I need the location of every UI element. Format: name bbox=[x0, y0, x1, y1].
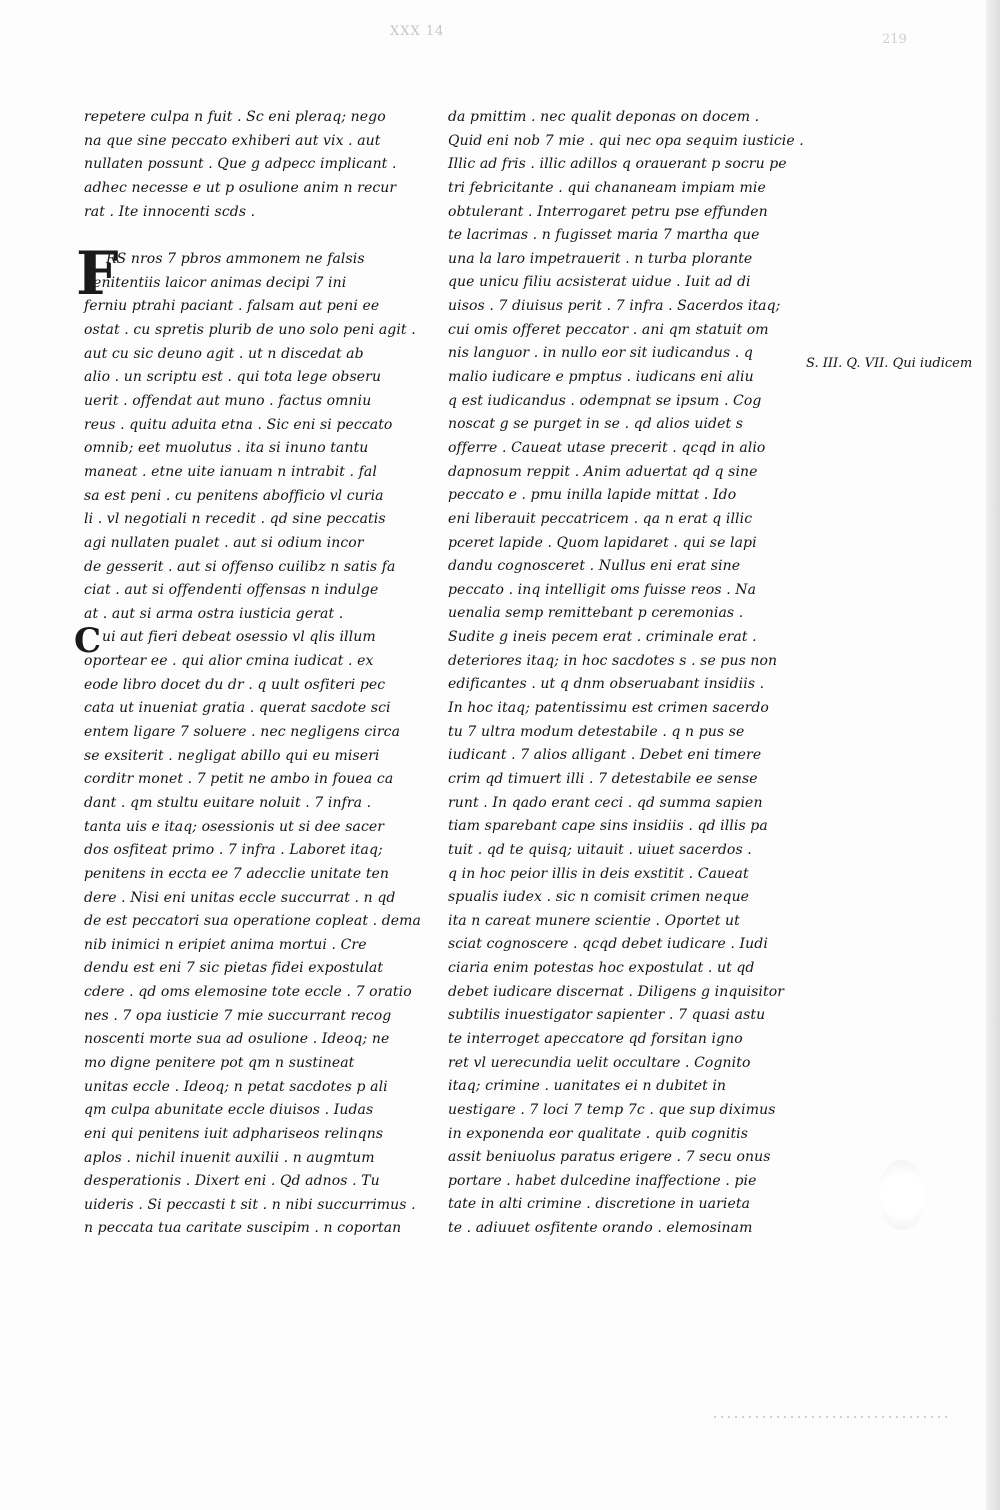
text-line: nes . 7 opa iusticie 7 mie succurrant recog bbox=[84, 1007, 392, 1024]
text-line: qm culpa abunitate eccle diuisos . Iudas bbox=[84, 1102, 374, 1119]
text-line: malio iudicare e pmptus . iudicans eni aliu bbox=[448, 369, 754, 386]
text-line: mo digne penitere pot qm n sustineat bbox=[84, 1054, 355, 1071]
text-line: cdere . qd oms elemosine tote eccle . 7 oratio bbox=[84, 984, 412, 1001]
text-line: maneat . etne uite ianuam n intrabit . fal bbox=[84, 463, 377, 480]
text-line: li . vl negotiali n recedit . qd sine peccatis bbox=[84, 511, 386, 528]
text-line: portare . habet dulcedine inaffectione . pie bbox=[448, 1172, 757, 1189]
text-line: Illic ad fris . illic adillos q orauerant p socru pe bbox=[448, 156, 787, 173]
text-line: da pmittim . nec qualit deponas on docem . bbox=[448, 109, 760, 125]
text-line: iudicant . 7 alios alligant . Debet eni timere bbox=[448, 747, 762, 764]
text-line: agi nullaten pualet . aut si odium incor bbox=[84, 534, 364, 551]
text-line: pceret lapide . Quom lapidaret . qui se lapi bbox=[448, 534, 757, 551]
text-line: penitentiis laicor animas decipi 7 ini bbox=[84, 274, 347, 291]
text-line: dant . qm stultu euitare noluit . 7 infra . bbox=[84, 794, 372, 811]
paper-stain bbox=[878, 1160, 926, 1230]
text-line: ciaria enim potestas hoc expostulat . ut qd bbox=[448, 960, 755, 977]
text-line: in exponenda eor qualitate . quib cognitis bbox=[448, 1125, 749, 1142]
page-edge-shadow bbox=[986, 0, 1000, 1510]
initial-f-line-text: RS nros 7 pbros ammonem ne falsis bbox=[106, 251, 365, 268]
text-line: alio . un scriptu est . qui tota lege obseru bbox=[84, 369, 382, 386]
text-line: uenalia semp remittebant p ceremonias . bbox=[448, 605, 744, 622]
text-line: In hoc itaq; patentissimu est crimen sacerdo bbox=[448, 700, 769, 717]
text-line: tu 7 ultra modum detestabile . q n pus se bbox=[448, 723, 745, 740]
text-line: rat . Ite innocenti scds . bbox=[84, 203, 256, 220]
text-line: te interroget apeccatore qd forsitan igno bbox=[448, 1030, 743, 1047]
text-line: omnib; eet muolutus . ita si inuno tantu bbox=[84, 440, 369, 457]
text-line: de gesserit . aut si offenso cuilibz n satis fa bbox=[84, 558, 396, 575]
left-text-column bbox=[74, 106, 421, 1241]
text-line: ita n careat munere scientie . Oportet ut bbox=[448, 912, 740, 929]
folio-mark: XXX 14 bbox=[390, 24, 445, 39]
text-line: crim qd timuert illi . 7 detestabile ee sense bbox=[448, 770, 758, 787]
text-line: adhec necesse e ut p osulione anim n recur bbox=[84, 179, 397, 196]
text-line: peccato . inq intelligit oms fuisse reos . Na bbox=[448, 581, 757, 598]
text-line: tuit . qd te quisq; uitauit . uiuet sacerdos . bbox=[448, 841, 752, 858]
text-line: tate in alti crimine . discretione in uarieta bbox=[448, 1196, 751, 1213]
left-paragraph-3 bbox=[84, 650, 421, 1241]
text-line: uideris . Si peccasti t sit . n nibi succurrimus . bbox=[84, 1196, 416, 1213]
text-line: ciat . aut si offendenti offensas n indulge bbox=[84, 582, 379, 599]
left-paragraph-2 bbox=[84, 272, 414, 627]
decorated-initial-f: F bbox=[76, 239, 119, 310]
text-line: Quid eni nob 7 mie . qui nec opa sequim iusticie . bbox=[448, 132, 804, 149]
text-line: uestigare . 7 loci 7 temp 7c . que sup diximus bbox=[448, 1101, 776, 1118]
decorated-initial-c: C bbox=[74, 621, 102, 662]
text-line: tanta uis e itaq; osessionis ut si dee sacer bbox=[84, 818, 385, 835]
text-line: entem ligare 7 soluere . nec negligens circa bbox=[84, 724, 401, 741]
text-line: ret vl uerecundia uelit occultare . Cognito bbox=[448, 1054, 751, 1071]
text-line: debet iudicare discernat . Diligens g inquisitor bbox=[448, 983, 785, 1000]
text-line: ferniu ptrahi paciant . falsam aut peni ee bbox=[84, 298, 380, 315]
text-line: peccato e . pmu inilla lapide mittat . Ido bbox=[448, 487, 737, 504]
text-line: offerre . Caueat utase precerit . qcqd in alio bbox=[448, 439, 766, 456]
text-line: obtulerant . Interrogaret petru pse effunden bbox=[448, 203, 768, 220]
text-line: na que sine peccato exhiberi aut vix . aut bbox=[84, 132, 381, 149]
text-line: eode libro docet du dr . q uult osfiteri pec bbox=[84, 676, 386, 693]
text-line: nullaten possunt . Que g adpecc implicant . bbox=[84, 156, 397, 173]
text-line: repetere culpa n fuit . Sc eni pleraq; nego bbox=[84, 109, 386, 125]
text-line: una la laro impetrauerit . n turba plorante bbox=[448, 250, 753, 267]
text-line: edificantes . ut q dnm obseruabant insidiis . bbox=[448, 676, 765, 693]
text-line: desperationis . Dixert eni . Qd adnos . Tu bbox=[84, 1173, 380, 1190]
text-line: Sudite g ineis pecem erat . criminale erat . bbox=[448, 629, 757, 646]
text-line: tiam sparebant cape sins insidiis . qd illis pa bbox=[448, 818, 768, 835]
text-line: runt . In qado erant ceci . qd summa sapien bbox=[448, 794, 763, 811]
text-line: spualis iudex . sic n comisit crimen neque bbox=[448, 889, 750, 906]
text-line: nib inimici n eripiet anima mortui . Cre bbox=[84, 936, 367, 953]
paragraph-gap bbox=[84, 224, 414, 248]
text-line: subtilis inuestigator sapienter . 7 quasi astu bbox=[448, 1007, 766, 1024]
text-line: dapnosum reppit . Anim aduertat qd q sine bbox=[448, 463, 758, 480]
right-text-column bbox=[448, 106, 804, 1241]
text-line: noscenti morte sua ad osulione . Ideoq; ne bbox=[84, 1031, 390, 1048]
text-line: sa est peni . cu penitens abofficio vl curia bbox=[84, 487, 384, 504]
text-line: corditr monet . 7 petit ne ambo in fouea ca bbox=[84, 771, 394, 788]
text-line: dendu est eni 7 sic pietas fidei expostulat bbox=[84, 960, 384, 977]
text-line: sciat cognoscere . qcqd debet iudicare . Iudi bbox=[448, 936, 768, 953]
page-number: 219 bbox=[882, 32, 907, 47]
text-line: at . aut si arma ostra iusticia gerat . bbox=[84, 605, 344, 622]
text-line: dere . Nisi eni unitas eccle succurrat . n qd bbox=[84, 889, 396, 906]
text-line: deteriores itaq; in hoc sacdotes s . se pus non bbox=[448, 652, 778, 669]
text-line: dandu cognosceret . Nullus eni erat sine bbox=[448, 558, 741, 575]
text-line: que unicu filiu acsisterat uidue . Iuit ad di bbox=[448, 274, 751, 291]
text-line: uerit . offendat aut muno . factus omniu bbox=[84, 393, 372, 410]
text-line: reus . quitu aduita etna . Sic eni si peccato bbox=[84, 416, 393, 433]
text-line: q in hoc peior illis in deis exstitit . Caueat bbox=[448, 865, 749, 882]
text-line: tri febricitante . qui chananeam impiam mie bbox=[448, 179, 766, 196]
text-line: eni qui penitens iuit adphariseos relinqns bbox=[84, 1125, 384, 1142]
text-line: uisos . 7 diuisus perit . 7 infra . Sacerdos itaq; bbox=[448, 298, 781, 315]
text-line: n peccata tua caritate suscipim . n coportan bbox=[84, 1220, 402, 1237]
text-line: cata ut inueniat gratia . querat sacdote sci bbox=[84, 700, 391, 717]
text-line: cui omis offeret peccator . ani qm statuit om bbox=[448, 321, 769, 338]
left-paragraph-1 bbox=[84, 106, 414, 224]
text-line: penitens in eccta ee 7 adecclie unitate ten bbox=[84, 865, 390, 882]
text-line: q est iudicandus . odempnat se ipsum . Cog bbox=[448, 392, 762, 409]
text-line: dos osfiteat primo . 7 infra . Laboret itaq; bbox=[84, 842, 383, 859]
text-line: unitas eccle . Ideoq; n petat sacdotes p ali bbox=[84, 1078, 388, 1095]
text-line: assit beniuolus paratus erigere . 7 secu onus bbox=[448, 1149, 771, 1166]
text-line: te . adiuuet osfitente orando . elemosinam bbox=[448, 1220, 753, 1237]
text-line: te lacrimas . n fugisset maria 7 martha que bbox=[448, 227, 760, 244]
text-line: noscat g se purget in se . qd alios uidet s bbox=[448, 416, 744, 433]
text-line: se exsiterit . negligat abillo qui eu miseri bbox=[84, 747, 380, 764]
text-line: oportear ee . qui alior cmina iudicat . ex bbox=[84, 653, 374, 670]
text-line: ostat . cu spretis plurib de uno solo peni agit . bbox=[84, 322, 416, 339]
scan-artifact-dots bbox=[714, 1416, 950, 1418]
text-line: eni liberauit peccatricem . qa n erat q illic bbox=[448, 510, 753, 527]
initial-c-line-text: ui aut fieri debeat osessio vl qlis illum bbox=[102, 629, 376, 646]
right-paragraph bbox=[448, 106, 804, 1241]
text-line: nis languor . in nullo eor sit iudicandus . q bbox=[448, 345, 753, 362]
margin-note: S. III. Q. VII. Qui iudicem bbox=[806, 356, 973, 371]
text-line: itaq; crimine . uanitates ei n dubitet in bbox=[448, 1078, 727, 1095]
text-line: aplos . nichil inuenit auxilii . n augmtum bbox=[84, 1149, 375, 1166]
text-line: de est peccatori sua operatione copleat . dema bbox=[84, 913, 421, 930]
text-line: aut cu sic deuno agit . ut n discedat ab bbox=[84, 345, 364, 362]
